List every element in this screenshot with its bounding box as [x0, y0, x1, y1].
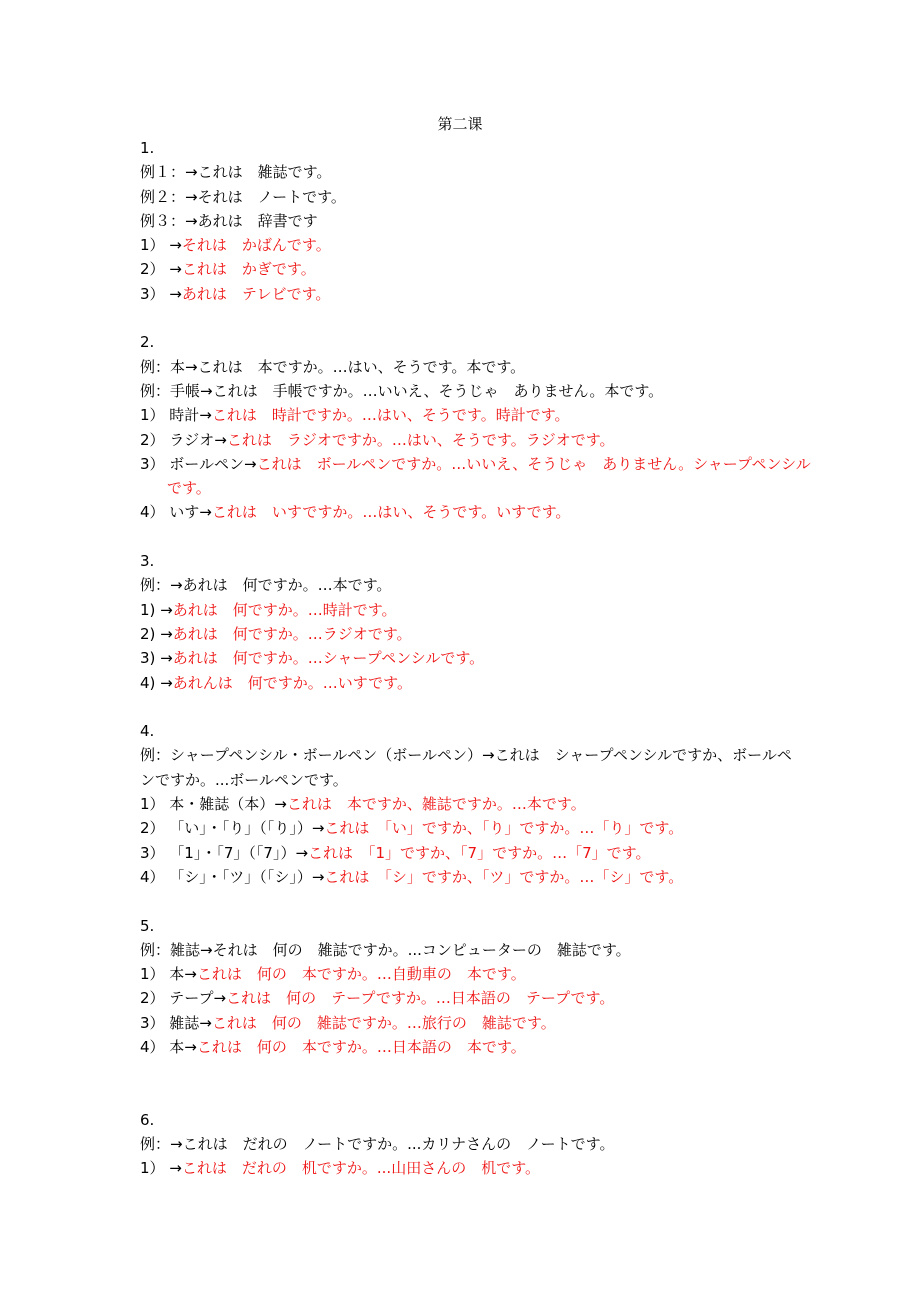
item-prefix: 4） いす→: [140, 503, 212, 522]
answer-text: これは 何の 雑誌ですか。…旅行の 雑誌です。: [211, 1013, 556, 1032]
answer-text: これは 本ですか、雑誌ですか。…本です。: [286, 795, 586, 814]
answer-line: [140, 1011, 820, 1035]
example-line: 例：本→これは 本ですか。…はい、そうです。本です。: [140, 357, 526, 376]
item-prefix: 1） →: [140, 236, 182, 255]
answer-text: これは ボールペンですか。…いいえ、そうじゃ ありません。シャープペンシルです。: [167, 454, 811, 498]
exercise-content: [140, 136, 820, 1181]
section-heading: 4.: [140, 722, 155, 741]
answer-text: あれは テレビです。: [181, 284, 331, 303]
section-2: [140, 330, 820, 524]
answer-line: [140, 622, 820, 646]
answer-text: これは かぎです。: [181, 260, 316, 279]
example-line: 例：→これは だれの ノートですか。...カリナさんの ノートです。: [140, 1135, 615, 1154]
item-prefix: 1) →: [140, 600, 173, 619]
answer-text: これは 「シ」ですか、「ツ」ですか。…「シ」です。: [324, 867, 684, 886]
answer-text: それは かばんです。: [181, 236, 331, 255]
section-heading: 1.: [140, 139, 155, 157]
answer-text: これは 時計ですか。…はい、そうです。時計です。: [211, 406, 570, 425]
example-line: 例１：→これは 雑誌です。: [140, 163, 332, 182]
answer-text: あれは 何ですか。…ラジオです。: [172, 624, 412, 643]
item-prefix: 3） 「1」・「7」（「7」）→: [140, 843, 309, 862]
answer-line: [140, 428, 820, 452]
section-heading: 5.: [140, 916, 155, 935]
example-line: 例２：→それは ノートです。: [140, 187, 346, 206]
answer-text: これは 何の テープですか。…日本語の テープです。: [226, 989, 615, 1008]
answer-line: [140, 233, 820, 257]
answer-line: [140, 282, 820, 306]
example-line: 例：シャープペンシル・ボールペン（ボールペン）→これは シャープペンシルですか、ボールペンですか。...ボールペンです。: [140, 746, 792, 789]
item-prefix: 2） 「い」・「り」（「り」）→: [140, 819, 325, 838]
item-prefix: 2） ラジオ→: [140, 430, 227, 449]
answer-line: [140, 986, 820, 1010]
example-line: 例：雑誌→それは 何の 雑誌ですか。...コンピューターの 雑誌です。: [140, 940, 631, 959]
item-prefix: 3） ボールペン→: [140, 454, 257, 473]
answer-text: これは 何の 本ですか。…日本語の 本です。: [196, 1037, 526, 1056]
answer-line: [140, 257, 820, 281]
item-prefix: 2） テープ→: [140, 989, 227, 1008]
item-prefix: 2） →: [140, 260, 182, 279]
answer-line: [140, 792, 820, 816]
answer-text: あれは 何ですか。…シャープペンシルです。: [172, 649, 485, 668]
example-line: 例３：→あれは 辞書です: [140, 211, 318, 230]
answer-line: [140, 1035, 820, 1059]
answer-text: これは だれの 机ですか。...山田さんの 机です。: [181, 1159, 540, 1178]
answer-line: [140, 841, 820, 865]
item-prefix: 2) →: [140, 624, 173, 643]
item-prefix: 3） 雑誌→: [140, 1013, 212, 1032]
section-heading: 3.: [140, 552, 155, 571]
answer-line: [140, 816, 820, 840]
item-prefix: 1） 時計→: [140, 406, 212, 425]
example-line: 例：手帳→これは 手帳ですか。…いいえ、そうじゃ ありません。本です。: [140, 381, 664, 400]
section-6: [140, 1108, 820, 1181]
section-heading: 2.: [140, 333, 155, 352]
section-1: [140, 136, 820, 306]
answer-line: [140, 452, 817, 501]
answer-text: これは 何の 本ですか。…自動車の 本です。: [196, 965, 526, 984]
answer-text: これは 「1」ですか、「7」ですか。…「7」です。: [308, 843, 651, 862]
answer-text: あれんは 何ですか。…いすです。: [172, 673, 412, 692]
answer-line: [140, 500, 820, 524]
answer-line: [140, 646, 820, 670]
item-prefix: 1） 本・雑誌（本）→: [140, 795, 287, 814]
answer-text: これは ラジオですか。…はい、そうです。ラジオです。: [226, 430, 615, 449]
answer-line: [140, 1156, 820, 1180]
section-5: [140, 914, 820, 1060]
item-prefix: 4） 「シ」・「ツ」（「シ」）→: [140, 867, 325, 886]
item-prefix: 1） 本→: [140, 965, 197, 984]
item-prefix: 4) →: [140, 673, 173, 692]
example-line: 例：→あれは 何ですか。…本です。: [140, 576, 392, 595]
section-heading: 6.: [140, 1110, 155, 1129]
answer-line: [140, 403, 820, 427]
item-prefix: 1） →: [140, 1159, 182, 1178]
answer-line: [140, 598, 820, 622]
answer-text: あれは 何ですか。…時計です。: [172, 600, 397, 619]
answer-line: [140, 962, 820, 986]
answer-text: これは 「い」ですか、「り」ですか。…「り」です。: [324, 819, 684, 838]
answer-text: これは いすですか。…はい、そうです。いすです。: [211, 503, 571, 522]
answer-line: [140, 671, 820, 695]
page-title: 第二课: [437, 115, 483, 133]
item-prefix: 4） 本→: [140, 1037, 197, 1056]
item-prefix: 3） →: [140, 284, 182, 303]
item-prefix: 3) →: [140, 649, 173, 668]
section-3: [140, 549, 820, 695]
answer-line: [140, 865, 820, 889]
section-4: [140, 719, 820, 889]
